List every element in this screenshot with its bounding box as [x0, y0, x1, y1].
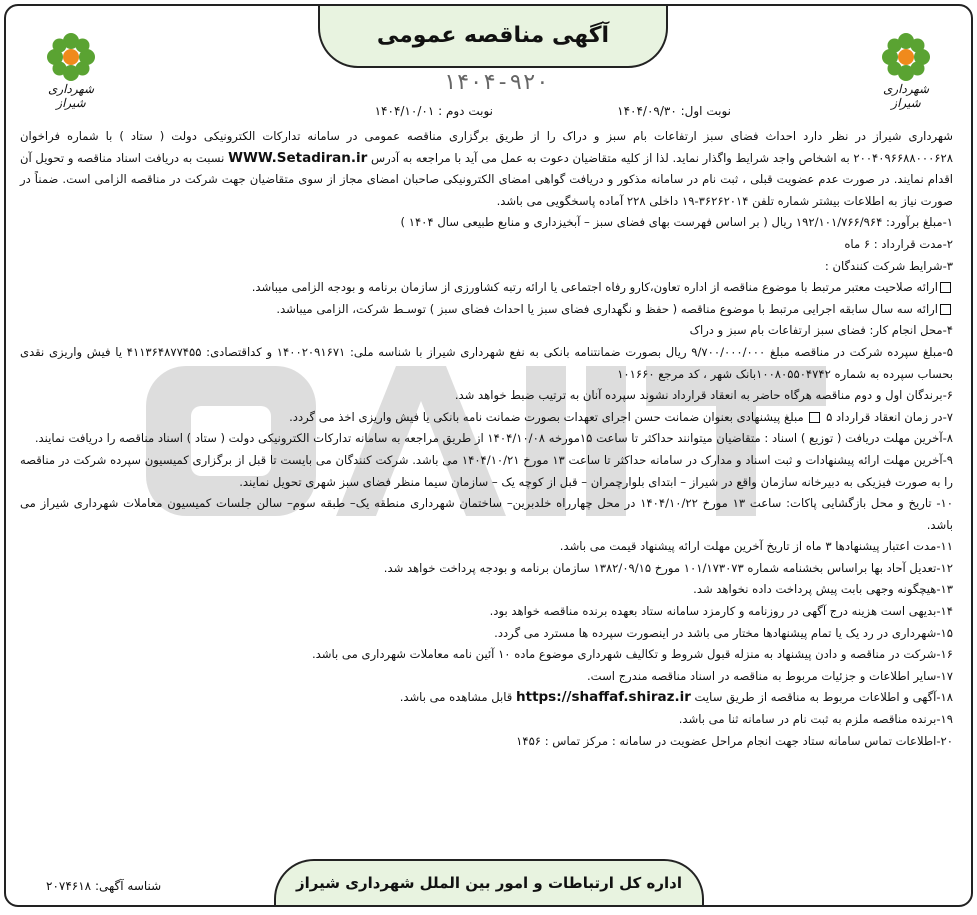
item-1: ۱-مبلغ برآورد: ۱۹۲/۱۰۱/۷۶۶/۹۶۴ ریال ( بر اساس فهرست بهای فضای سبز – آبخیزداری و منابع طبیعی سال ۱۴۰۴ ) [400, 215, 953, 230]
item-2: ۲-مدت قرارداد : ۶ ماه [844, 236, 953, 251]
checkbox-icon [809, 412, 820, 423]
item-16: ۱۶-شرکت در مناقصه و دادن پیشنهاد به منزله قبول شروط و تکالیف شهرداری موضوع ماده ۱۰ آئین نامه معاملات شهرداری می باشد. [312, 647, 953, 662]
checkbox-icon [940, 282, 951, 293]
item-3: ۳-شرایط شرکت کنندگان : [824, 258, 953, 273]
ad-id-label: شناسه آگهی: [94, 879, 162, 893]
footer-banner [274, 859, 704, 907]
first-notice [617, 104, 731, 118]
item-17: ۱۷-سایر اطلاعات و جزئیات مربوط به مناقصه در اسناد مناقصه مندرج است. [587, 668, 953, 683]
item-19: ۱۹-برنده مناقصه ملزم به ثبت نام در سامانه ثنا می باشد. [678, 712, 953, 727]
setadiran-link[interactable]: WWW.Setadiran.ir [228, 149, 368, 166]
logo-caption: شهرداری شیراز [47, 82, 95, 110]
office-name: اداره کل ارتباطات و امور بین الملل شهرداری شیراز [296, 874, 682, 892]
item-10: ۱۰- تاریخ و محل بازگشایی پاکات: ساعت ۱۳ مورخ ۱۴۰۴/۱۰/۲۲ در محل چهارراه خلدبرین– ساختمان شهرداری منطقه یک– طبقه سوم– سالن جلسات کمیسیون معاملات شهرداری شیراز می باشد. [20, 496, 953, 532]
notice-body [20, 126, 953, 752]
ad-id-value: ۲۰۷۴۶۱۸ [46, 879, 92, 893]
tender-notice [4, 4, 973, 907]
shaffaf-link[interactable]: https://shaffaf.shiraz.ir [516, 689, 691, 706]
checkbox-icon [940, 304, 951, 315]
shiraz-municipality-logo-icon [46, 32, 96, 82]
second-notice-date: ۱۴۰۴/۱۰/۰۱ [374, 104, 435, 118]
item-3b: ارائه سه سال سابقه اجرایی مرتبط با موضوع مناقصه ( حفظ و نگهداری فضای سبز یا احداث فضای سبز ) توسـط شرکت، الزامی میباشد. [20, 299, 953, 321]
logo-left [36, 32, 106, 122]
second-notice [375, 104, 493, 118]
logo-right [871, 32, 941, 122]
item-8: ۸-آخرین مهلت دریافت ( توزیع ) اسناد : متقاضیان میتوانند حداکثر تا ساعت ۱۵مورخه ۱۴۰۴/۱۰/۰۸ از طریق مراجعه به سامانه تدارکات الکترونیکی دولت ( ستاد ) اسناد مناقصه را دریافت نمایند. [34, 431, 953, 446]
title-banner [318, 4, 668, 68]
item-9: ۹-آخرین مهلت ارائه پیشنهادات و ثبت اسناد و مدارک در سامانه حداکثر تا ساعت ۱۳ مورخ ۱۴۰۴/۱۰/۲۱ می باشد. شرکت کنندگان می بایست تا قبل از برگزاری کمیسیون سپرده شرکت در مناقصه را به صورت فیزیکی به دبیرخانه سازمان واقع در شیراز – ابتدای بلوارچمران – قبل از کوچه یک – سازمان سیما منظر فضای سبز شهری تحویل نمایند. [20, 452, 954, 489]
footer [6, 859, 971, 905]
item-15: ۱۵-شهرداری در رد یک یا تمام پیشنهادها مختار می باشد در اینصورت سپرده ها مسترد می گردد. [494, 625, 953, 640]
intro-paragraph: شهرداری شیراز در نظر دارد احداث فضای سبز ارتفاعات بام سبز و دراک را از طریق برگزاری مناقصه عمومی در سامانه تدارکات الکترونیکی دولت ( ستاد ) با شماره فراخوان ۲۰۰۴۰۹۶۶۸۸۰۰۰۶۲۸ به اشخاص واجد شرایط واگذار نماید. لذا از کلیه متقاضیان دعوت به عمل می آید با مراجعه به آدرس WWW.Setadiran.ir نسبت به دریافت اسناد مناقصه و تحویل آن اقدام نمایند. در صورت عدم عضویت قبلی ، ثبت نام در سامانه مذکور و دریافت گواهی امضای الکترونیکی صاحبان امضای مجاز از سوی متقاضیان جهت شرکت در مناقصه الزامی است. ضمناً در صورت نیاز به اطلاعات بیشتر شماره تلفن ۳۶۲۶۲۰۱۴-۱۹ داخلی ۲۲۸ آماده پاسخگویی می باشد. [20, 129, 953, 208]
item-11: ۱۱-مدت اعتبار پیشنهادها ۳ ماه از تاریخ آخرین مهلت ارائه پیشنهاد قیمت می باشد. [559, 539, 953, 554]
item-14: ۱۴-بدیهی است هزینه درج آگهی در روزنامه و کارمزد سامانه ستاد بعهده برنده مناقصه خواهد بود. [489, 604, 953, 619]
item-7: ۷-در زمان انعقاد قرارداد ۵ مبلغ پیشنهادی بعنوان ضمانت حسن اجرای تعهدات بصورت ضمانت نامه بانکی یا فیش واریزی اخذ می گردد. [289, 409, 953, 424]
logo-caption: شهرداری شیراز [882, 82, 930, 110]
item-3a: ارائه صلاحیت معتبر مرتبط با موضوع مناقصه از اداره تعاون،کارو رفاه اجتماعی یا ارائه رتبه کشاورزی از سازمان برنامه و بودجه الزامی میباشد. [20, 277, 953, 299]
item-5: ۵-مبلغ سپرده شرکت در مناقصه مبلغ ۹/۷۰۰/۰۰۰/۰۰۰ ریال بصورت ضمانتنامه بانکی به نفع شهرداری شیراز با شناسه ملی: ۱۴۰۰۲۰۹۱۶۷۱ و کداقتصادی: ۴۱۱۳۶۴۸۷۷۴۵۵ یا فیش واریزی نقدی بحساب سپرده به شماره ۱۰۰۸۰۵۵۰۴۷۴۲بانک شهر ، کد مرجع ۱۰۱۶۶۰ [20, 344, 953, 381]
shiraz-municipality-logo-icon [881, 32, 931, 82]
item-18: ۱۸-آگهی و اطلاعات مربوط به مناقصه از طریق سایت https://shaffaf.shiraz.ir قابل مشاهده می باشد. [399, 689, 953, 706]
item-20: ۲۰-اطلاعات تماس سامانه ستاد جهت انجام مراحل عضویت در سامانه : مرکز تماس : ۱۴۵۶ [516, 733, 953, 748]
first-notice-date: ۱۴۰۴/۰۹/۳۰ [617, 104, 677, 118]
handwritten-number: ۱۴۰۴-۹۲۰ [443, 70, 549, 95]
second-notice-label: نوبت دوم : [438, 104, 493, 118]
first-notice-label: نوبت اول: [680, 104, 731, 118]
item-4: ۴-محل انجام کار: فضای سبز ارتفاعات بام سبز و دراک [689, 323, 953, 338]
ad-id [46, 879, 161, 893]
item-12: ۱۲-تعدیل آحاد بها براساس بخشنامه شماره ۱۰۱/۱۷۳۰۷۳ مورخ ۱۳۸۲/۰۹/۱۵ سازمان برنامه و بودجه پرداخت خواهد شد. [383, 560, 953, 575]
item-13: ۱۳-هیچگونه وجهی بابت پیش پرداخت داده نخواهد شد. [693, 582, 953, 597]
item-6: ۶-برندگان اول و دوم مناقصه هرگاه حاضر به انعقاد قرارداد نشوند سپرده آنان به ترتیب ضبط خواهد شد. [454, 388, 953, 403]
notice-title: آگهی مناقصه عمومی [376, 23, 610, 48]
